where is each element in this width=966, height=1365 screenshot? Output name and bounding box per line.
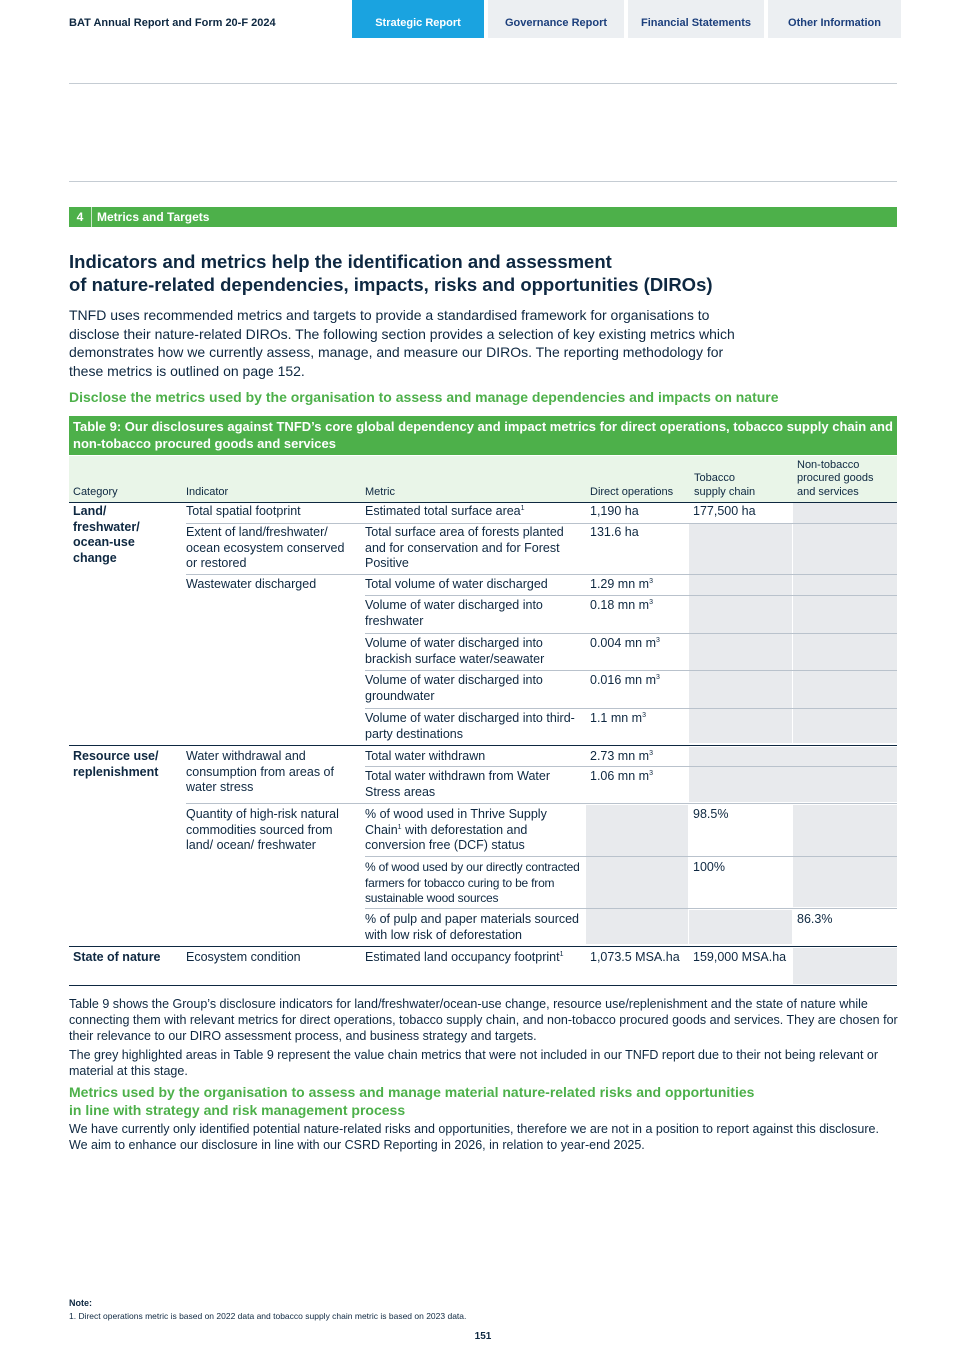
header-category: Category (73, 485, 118, 498)
category-land-freshwater-ocean: Land/ freshwater/ ocean-use change (73, 504, 140, 565)
subheading-line: in line with strategy and risk management process (69, 1102, 406, 1118)
row-separator (365, 595, 897, 596)
row-separator (365, 670, 897, 671)
value-direct (590, 769, 653, 785)
page-header (0, 0, 966, 40)
superscript-cubed: 3 (656, 637, 660, 644)
header-tobacco (694, 472, 755, 499)
header-indicator: Indicator (186, 485, 229, 498)
value-tobacco: 100% (693, 860, 725, 874)
section-title: Metrics and Targets (97, 210, 210, 224)
row-separator (365, 708, 897, 709)
tab-governance-report[interactable]: Governance Report (488, 0, 624, 38)
indicator-high-risk-commodities: Quantity of high-risk natural commodities sourced from land/ ocean/ freshwater (186, 807, 339, 852)
header-metric: Metric (365, 485, 395, 498)
section-number: 4 (69, 207, 92, 227)
metric-forest-area: Total surface area of forests planted and for conservation and for Forest Positive (365, 525, 564, 570)
metric-discharged-groundwater: Volume of water discharged into groundwater (365, 673, 543, 703)
subheading (69, 1083, 869, 1119)
heading-line: of nature-related dependencies, impacts, risks and opportunities (DIROs) (69, 274, 713, 295)
table-header (69, 456, 897, 503)
row-separator (186, 803, 897, 804)
indicator-spatial-footprint: Total spatial footprint (186, 504, 301, 518)
metric-discharged-third-party: Volume of water discharged into third-party destinations (365, 711, 575, 741)
value-text: 0.004 mn m (590, 636, 657, 650)
metric-wood-thrive-dcf (365, 807, 575, 854)
intro-paragraph: TNFD uses recommended metrics and targets to provide a standardised framework for organisations to disclose their nature-related DIROs. The following section provides a selection of key existing metrics which demonstrates how we currently assess, manage, and measure our DIROs. The reporting methodology for these metrics is outlined on page 152. (69, 307, 735, 379)
superscript-cubed: 3 (649, 750, 653, 757)
header-non-tobacco (797, 459, 873, 500)
row-separator (365, 856, 897, 857)
metric-total-withdrawn: Total water withdrawn (365, 749, 486, 763)
table-description-paragraph: Table 9 shows the Group’s disclosure indicators for land/freshwater/ocean-use change, resource use/replenishment and the state of nature while connecting them with relevant metrics for direct operations, tobacco supply chain, and non-tobacco procured goods and services. They are chosen for their relevance to our DIRO assessment process, and business strategy and targets. (69, 997, 898, 1043)
divider (69, 83, 897, 84)
header-line: supply chain (694, 485, 756, 498)
grey-na-cell (586, 805, 688, 944)
indicator-wastewater: Wastewater discharged (186, 577, 317, 591)
superscript-cubed: 3 (642, 712, 647, 719)
value-text: 1.1 mn m (590, 711, 643, 725)
page-number: 151 (474, 1331, 492, 1342)
superscript-cubed: 3 (649, 770, 653, 777)
metric-text: % of wood used in Thrive Supply Chain (365, 807, 547, 837)
metric-total-discharged: Total volume of water discharged (365, 577, 548, 591)
value-text: 0.18 mn m (590, 598, 650, 612)
metric-total-surface-area (365, 504, 580, 520)
value-direct (590, 749, 653, 765)
table-bottom-rule (69, 985, 897, 986)
grey-na-cell (793, 503, 897, 743)
value-text: 2.73 mn m (590, 749, 650, 763)
value-direct: 1,190 ha (590, 504, 639, 518)
footnote-marker: 1 (559, 951, 564, 958)
footnote-marker: 1 (397, 823, 402, 831)
row-separator (186, 574, 897, 575)
superscript-cubed: 3 (656, 674, 660, 681)
section-bar (69, 207, 897, 227)
risks-paragraph: We have currently only identified potential nature-related risks and opportunities, therefore we are not in a position to report against this disclosure. We aim to enhance our disclosure in line with our CSRD Reporting in 2026, in relation to year-end 2025. (69, 1122, 879, 1152)
row-separator (186, 523, 897, 524)
footnote-marker: 1 (520, 505, 525, 512)
metric-text: Estimated total surface area (365, 504, 521, 518)
value-direct (590, 711, 646, 727)
section-tabs (352, 0, 901, 38)
metric-discharged-seawater: Volume of water discharged into brackish surface water/seawater (365, 636, 545, 666)
superscript-cubed: 3 (649, 599, 653, 606)
header-direct-operations: Direct operations (590, 485, 674, 498)
subheading: Disclose the metrics used by the organisation to assess and manage dependencies and impacts on nature (69, 389, 779, 405)
row-separator (365, 633, 897, 634)
note-title: Note: (69, 1298, 92, 1308)
category-separator (69, 745, 897, 746)
tab-financial-statements[interactable]: Financial Statements (628, 0, 764, 38)
category-state-of-nature: State of nature (73, 950, 161, 964)
indicator-ecosystem-condition: Ecosystem condition (186, 950, 301, 964)
header-line: procured goods (797, 472, 874, 484)
value-tobacco: 98.5% (693, 807, 729, 821)
tab-strategic-report[interactable]: Strategic Report (352, 0, 484, 38)
heading-line: Indicators and metrics help the identification and assessment (69, 251, 612, 272)
grey-na-cell (689, 747, 897, 802)
grey-areas-paragraph: The grey highlighted areas in Table 9 represent the value chain metrics that were not included in our TNFD report due to their not being relevant or material at this stage. (69, 1048, 879, 1078)
row-separator (365, 908, 897, 909)
value-direct (590, 577, 653, 593)
metric-pulp-paper: % of pulp and paper materials sourced with low risk of deforestation (365, 912, 580, 942)
value-direct: 1,073.5 MSA.ha (590, 950, 680, 964)
value-direct (590, 598, 653, 614)
tab-other-information[interactable]: Other Information (768, 0, 901, 38)
metric-wood-curing: % of wood used by our directly contracted farmers for tobacco curing to be from sustainable wood sources (365, 860, 580, 905)
superscript-cubed: 3 (649, 578, 653, 585)
value-direct (590, 673, 660, 689)
header-line: Non-tobacco (797, 458, 860, 471)
report-title: BAT Annual Report and Form 20-F 2024 (69, 17, 276, 29)
indicator-extent-conserved: Extent of land/freshwater/ ocean ecosystem conserved or restored (186, 525, 345, 570)
value-tobacco: 177,500 ha (693, 504, 756, 518)
metric-withdrawn-water-stress: Total water withdrawn from Water Stress areas (365, 769, 551, 799)
metric-discharged-freshwater: Volume of water discharged into freshwater (365, 598, 543, 628)
footnote: 1. Direct operations metric is based on 2022 data and tobacco supply chain metric is based on 2023 data. (69, 1311, 467, 1321)
grey-na-cell (689, 910, 792, 944)
metric-text: Estimated land occupancy footprint (365, 950, 560, 964)
metric-text: with deforestation and conversion free (DCF) status (365, 822, 528, 852)
page-heading (69, 250, 829, 296)
divider (69, 181, 897, 182)
value-direct (590, 636, 660, 652)
row-separator (365, 766, 897, 767)
table-title: Table 9: Our disclosures against TNFD’s core global dependency and impact metrics for direct operations, tobacco supply chain and non-tobacco procured goods and services (69, 416, 897, 455)
value-direct: 131.6 ha (590, 525, 639, 539)
value-text: 0.016 mn m (590, 673, 657, 687)
grey-na-cell (793, 948, 897, 984)
header-line: Tobacco (694, 472, 735, 484)
value-non-tobacco: 86.3% (797, 912, 833, 926)
header-line: and services (797, 485, 859, 498)
indicator-water-withdrawal: Water withdrawal and consumption from areas of water stress (186, 749, 334, 794)
value-text: 1.29 mn m (590, 577, 650, 591)
subheading-line: Metrics used by the organisation to assess and manage material nature-related risks and opportunities (69, 1084, 755, 1100)
category-separator (69, 946, 897, 947)
category-resource-use: Resource use/ replenishment (73, 749, 159, 779)
value-text: 1.06 mn m (590, 769, 650, 783)
value-tobacco: 159,000 MSA.ha (693, 950, 787, 964)
metric-land-occupancy (365, 950, 575, 966)
